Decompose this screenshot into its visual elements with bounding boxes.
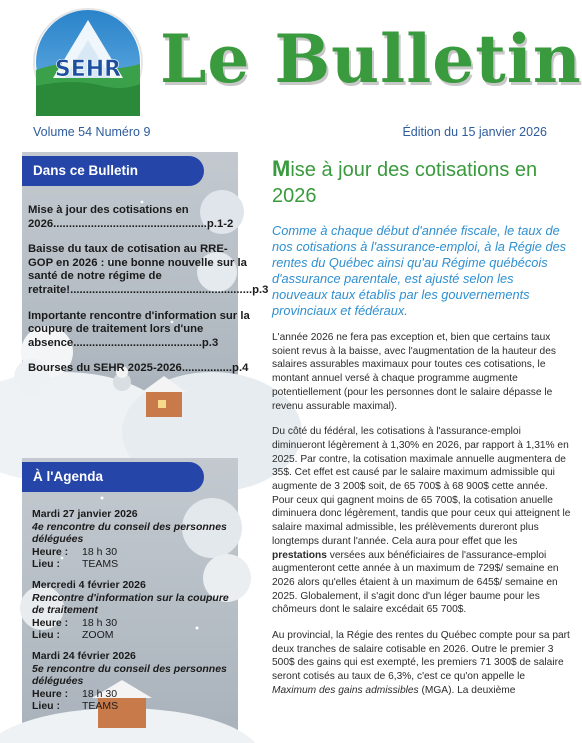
agenda-title: À l'Agenda — [22, 462, 204, 492]
toc-item[interactable]: Mise à jour des cotisations en 2026.................................................p.1-2 — [28, 204, 234, 230]
main-article — [272, 156, 572, 698]
event-date: Mardi 24 février 2026 — [32, 649, 136, 662]
agenda-box — [22, 458, 238, 743]
toc-list — [28, 204, 269, 388]
event-date: Mercredi 4 février 2026 — [32, 578, 146, 591]
emphasis-mga: Maximum des gains admissibles — [272, 684, 419, 696]
article-paragraph: L'année 2026 ne fera pas exception et, bien que certains taux soient revus à la baisse, avec l'augmentation de la hauteur des salaires assurables maximaux pour toutes ces cotisations, le montant annuel versé à chaque programme augmente potentiellement (pour les personnes dont le salaire dépasse le revenu assurable maximal). — [272, 332, 556, 412]
event-title: Rencontre d'information sur la coupure de traitement — [32, 591, 229, 617]
place-label: Lieu : — [32, 700, 60, 713]
masthead-title: Le Bulletin — [160, 20, 582, 98]
toc-title: Dans ce Bulletin — [22, 156, 204, 186]
event-time: 18 h 30 — [82, 616, 118, 629]
event-place: ZOOM — [82, 629, 114, 642]
edition-date: Édition du 15 janvier 2026 — [402, 125, 547, 139]
event-time: 18 h 30 — [82, 687, 118, 700]
event-time: 18 h 30 — [82, 545, 118, 558]
sehr-logo — [33, 8, 143, 116]
agenda-event — [32, 508, 238, 571]
event-date: Mardi 27 janvier 2026 — [32, 508, 138, 520]
event-title: 5e rencontre du conseil des personnes déléguées — [32, 662, 227, 688]
toc-item[interactable]: Baisse du taux de cotisation au RRE-GOP en 2026 : une bonne nouvelle sur la santé de notre régime de retraite!..........................................................p.3 — [28, 243, 269, 296]
article-title: Mise à jour des cotisations en 2026 — [272, 156, 538, 207]
event-place: TEAMS — [82, 700, 119, 713]
volume-number: Volume 54 Numéro 9 — [33, 125, 151, 139]
time-label: Heure : — [32, 616, 69, 629]
agenda-list — [32, 508, 238, 721]
svg-text:SEHR: SEHR — [54, 57, 122, 82]
toc-item[interactable]: Bourses du SEHR 2025-2026................p.4 — [28, 362, 249, 375]
event-title: 4e rencontre du conseil des personnes déléguées — [32, 520, 227, 546]
event-place: TEAMS — [82, 558, 119, 571]
agenda-event — [32, 579, 238, 642]
toc-item[interactable]: Importante rencontre d'information sur la coupure de traitement lors d'une absence.........................................p.3 — [28, 309, 250, 349]
place-label: Lieu : — [32, 558, 60, 571]
agenda-event — [32, 650, 238, 713]
time-label: Heure : — [32, 687, 69, 700]
toc-box — [22, 152, 269, 417]
article-paragraph: Du côté du fédéral, les cotisations à l'assurance-emploi diminueront légèrement à 1,30% en 2026, par rapport à 1,31% en 2025. Par contre, la cotisation maximale annuelle augmentera de 35$. Cet effet est causé par le salaire maximum admissible qui augmente de 3 200$ soit, de 65 700$ à 68 900$ cette année. Pour ceux qui gagnent moins de 65 700$, la cotisation anuelle diminuera donc légèrement, tandis que pour ceux qui atteignent le salaire maximal admissible, les prélèvements dureront plus longtemps durant l'année. Cela aura pour effet que les prestations versées aux bénéficiaires de l'assurance-emploi augmenteront cette année à un maximum de 729$/ semaine en 2026 alors qu'elles étaient à un maximum de 645$/ semaine en 2025. Globalement, il s'agit donc d'un léger baume pour les chômeurs dont le salaire excédait 65 700$. — [272, 426, 571, 616]
place-label: Lieu : — [32, 629, 60, 642]
time-label: Heure : — [32, 545, 69, 558]
article-lede: Comme à chaque début d'année fiscale, le taux de nos cotisations à l'assurance-emploi, à la Régie des rentes du Québec ainsi qu'au Régime québécois d'assurance parentale, est ajusté selon les nouveaux taux établis par les gouvernements provinciaux et fédéraux. — [272, 223, 567, 318]
article-paragraph: Au provincial, la Régie des rentes du Québec compte pour sa part deux tranches de salaire cotisable en 2026. Outre le premier 3 500$ des gains qui est exempté, les premiers 71 300$ de salaire seront cotisés au taux de 6,3%, c'est ce qu'on appelle le Maximum des gains admissibles (MGA). La deuxième — [272, 630, 570, 696]
emphasis-prestations: prestations — [272, 549, 327, 561]
